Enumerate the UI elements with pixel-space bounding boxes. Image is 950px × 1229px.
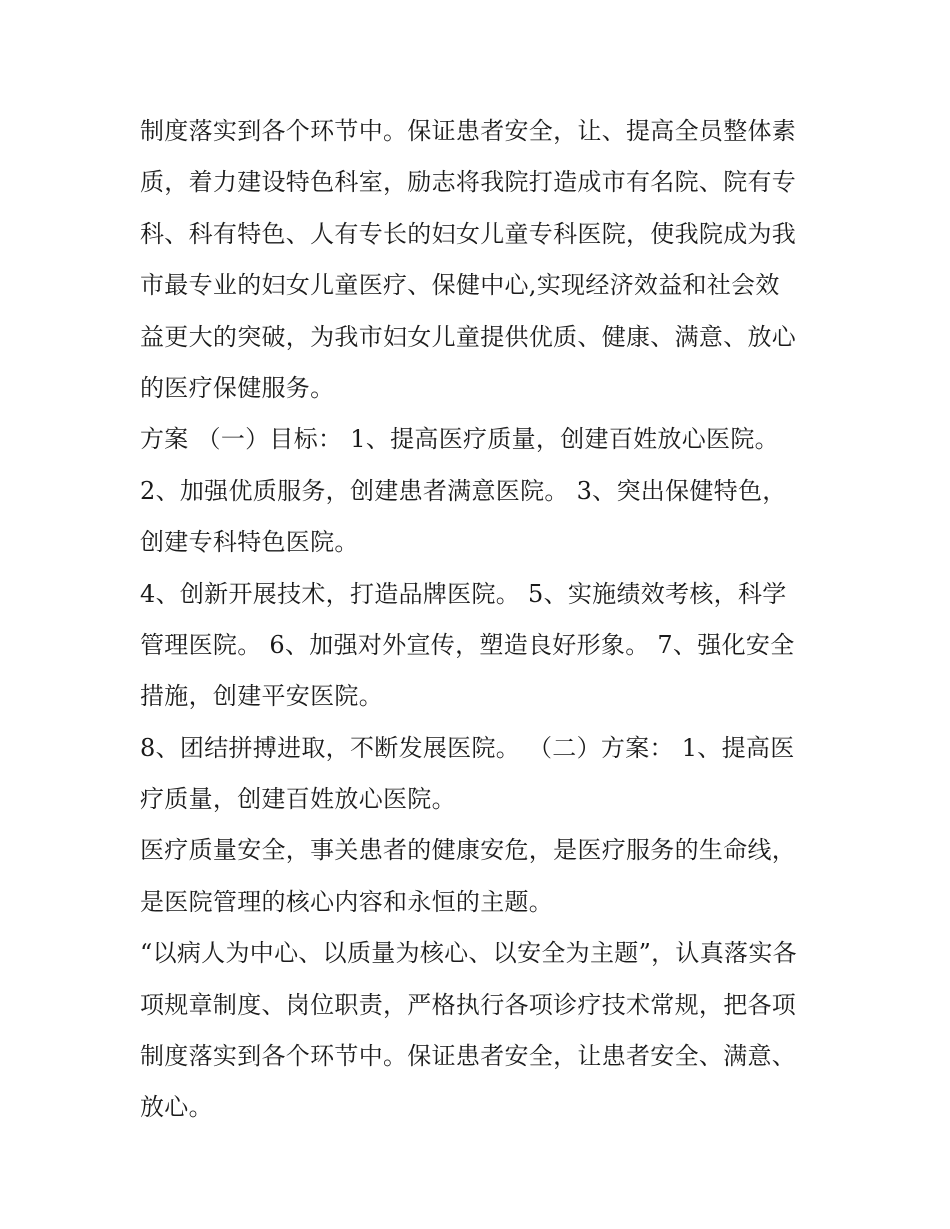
text-line: 质，着力建设特色科室，励志将我院打造成市有名院、院有专 <box>140 168 797 197</box>
text-line: 科、科有特色、人有专长的妇女儿童专科医院，使我院成为我 <box>140 219 797 248</box>
text-line: 项规章制度、岗位职责，严格执行各项诊疗技术常规，把各项 <box>140 990 797 1019</box>
text-line: 创建专科特色医院。 <box>140 528 359 557</box>
text-line: 是医院管理的核心内容和永恒的主题。 <box>140 887 554 916</box>
text-line: 制度落实到各个环节中。保证患者安全，让患者安全、满意、 <box>140 1042 797 1071</box>
text-line: 8、团结拼搏进取，不断发展医院。 （二）方案： 1、提高医 <box>140 733 795 762</box>
text-line: 制度落实到各个环节中。保证患者安全，让、提高全员整体素 <box>140 117 797 145</box>
text-line: 管理医院。 6、加强对外宣传，塑造良好形象。 7、强化安全 <box>140 630 795 659</box>
text-line: 2、加强优质服务，创建患者满意医院。 3、突出保健特色， <box>140 476 787 505</box>
text-line: 市最专业的妇女儿童医疗、保健中心,实现经济效益和社会效 <box>140 271 780 300</box>
text-line: 措施，创建平安医院。 <box>140 682 383 711</box>
document-body <box>140 106 820 1134</box>
text-line: 的医疗保健服务。 <box>140 373 335 402</box>
text-line: 放心。 <box>140 1093 213 1122</box>
text-line: 疗质量，创建百姓放心医院。 <box>140 785 456 814</box>
text-line: 医疗质量安全，事关患者的健康安危，是医疗服务的生命线， <box>140 836 797 865</box>
text-line: 4、创新开展技术，打造品牌医院。 5、实施绩效考核，科学 <box>140 579 787 608</box>
text-line: 方案 （一）目标： 1、提高医疗质量，创建百姓放心医院。 <box>140 425 779 454</box>
text-line: “以病人为中心、以质量为核心、以安全为主题”，认真落实各 <box>140 939 797 968</box>
text-line: 益更大的突破，为我市妇女儿童提供优质、健康、满意、放心 <box>140 322 797 351</box>
